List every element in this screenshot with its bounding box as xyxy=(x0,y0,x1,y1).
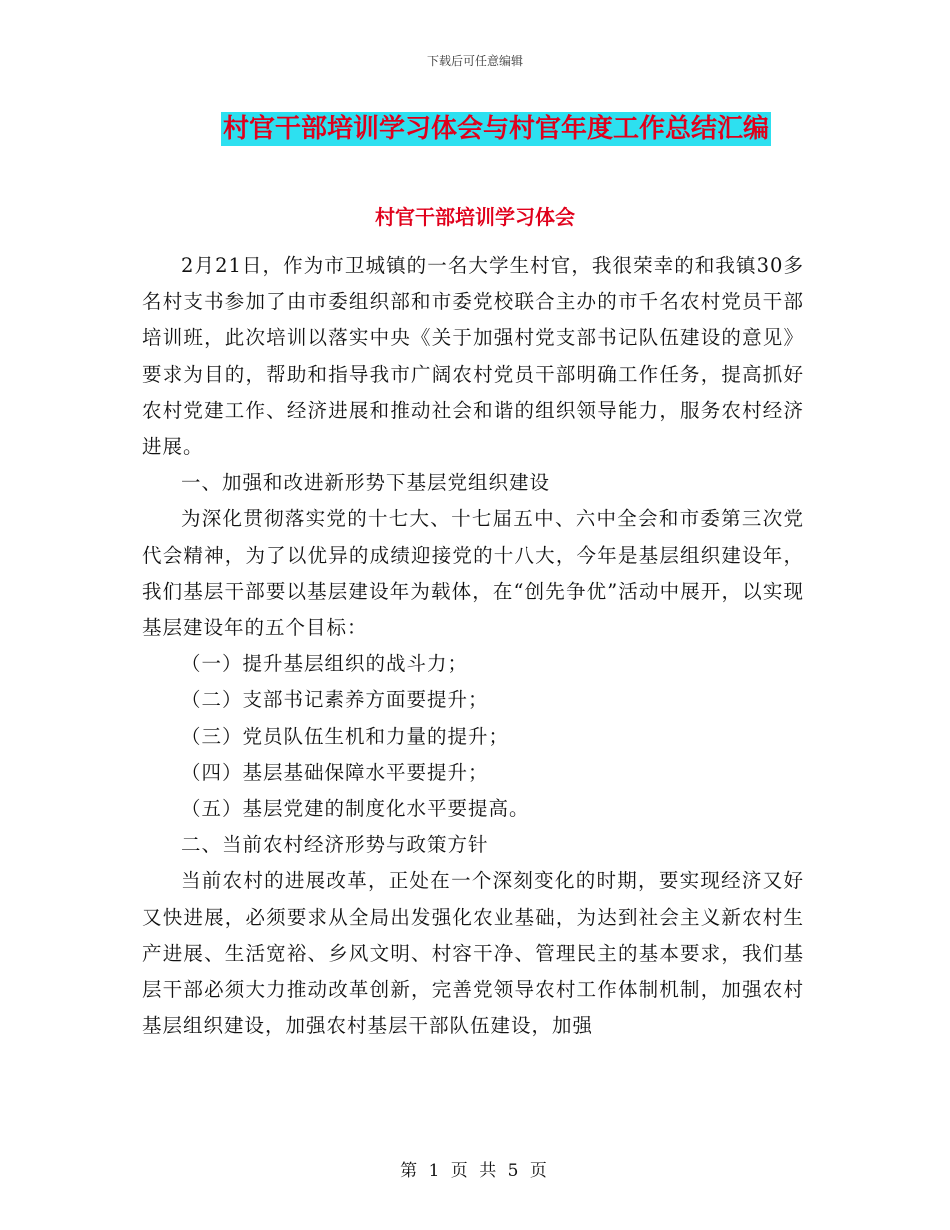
document-title: 村官干部培训学习体会与村官年度工作总结汇编 xyxy=(223,114,770,144)
list-item: （五）基层党建的制度化水平要提高。 xyxy=(181,797,530,821)
list-item: （一）提升基层组织的战斗力； xyxy=(181,652,469,676)
paragraph: 为深化贯彻落实党的十七大、十七届五中、六中全会和市委第三次党代会精神，为了以优异的成绩迎接党的十八大，今年是基层组织建设年，我们基层干部要以基层建设年为载体，在“创先争优”活动中展开，以实现基层建设年的五个目标： xyxy=(142,507,804,640)
paragraph: 二、当前农村经济形势与政策方针 xyxy=(181,833,489,857)
body-text xyxy=(142,248,804,1044)
header-note: 下载后可任意编辑 xyxy=(426,54,523,68)
section-title: 村官干部培训学习体会 xyxy=(375,205,575,229)
paragraph: 当前农村的进展改革，正处在一个深刻变化的时期，要实现经济又好又快进展，必须要求从全局出发强化农业基础，为达到社会主义新农村生产进展、生活宽裕、乡风文明、村容干净、管理民主的基本要求，我们基层干部必须大力推动改革创新，完善党领导农村工作体制机制，加强农村基层组织建设，加强农村基层干部队伍建设，加强 xyxy=(142,869,804,1038)
list-item: （四）基层基础保障水平要提升； xyxy=(181,760,489,784)
page-number: 第 1 页 共 5 页 xyxy=(400,1161,550,1181)
list-item: （二）支部书记素养方面要提升； xyxy=(181,688,489,712)
paragraph: 2月21日，作为市卫城镇的一名大学生村官，我很荣幸的和我镇30多名村支书参加了由市委组织部和市委党校联合主办的市千名农村党员干部培训班，此次培训以落实中央《关于加强村党支部书记队伍建设的意见》要求为目的，帮助和指导我市广阔农村党员干部明确工作任务，提高抓好农村党建工作、经济进展和推动社会和谐的组织领导能力，服务农村经济进展。 xyxy=(142,254,804,459)
list-item: （三）党员队伍生机和力量的提升； xyxy=(181,724,510,748)
paragraph: 一、加强和改进新形势下基层党组织建设 xyxy=(181,471,551,495)
